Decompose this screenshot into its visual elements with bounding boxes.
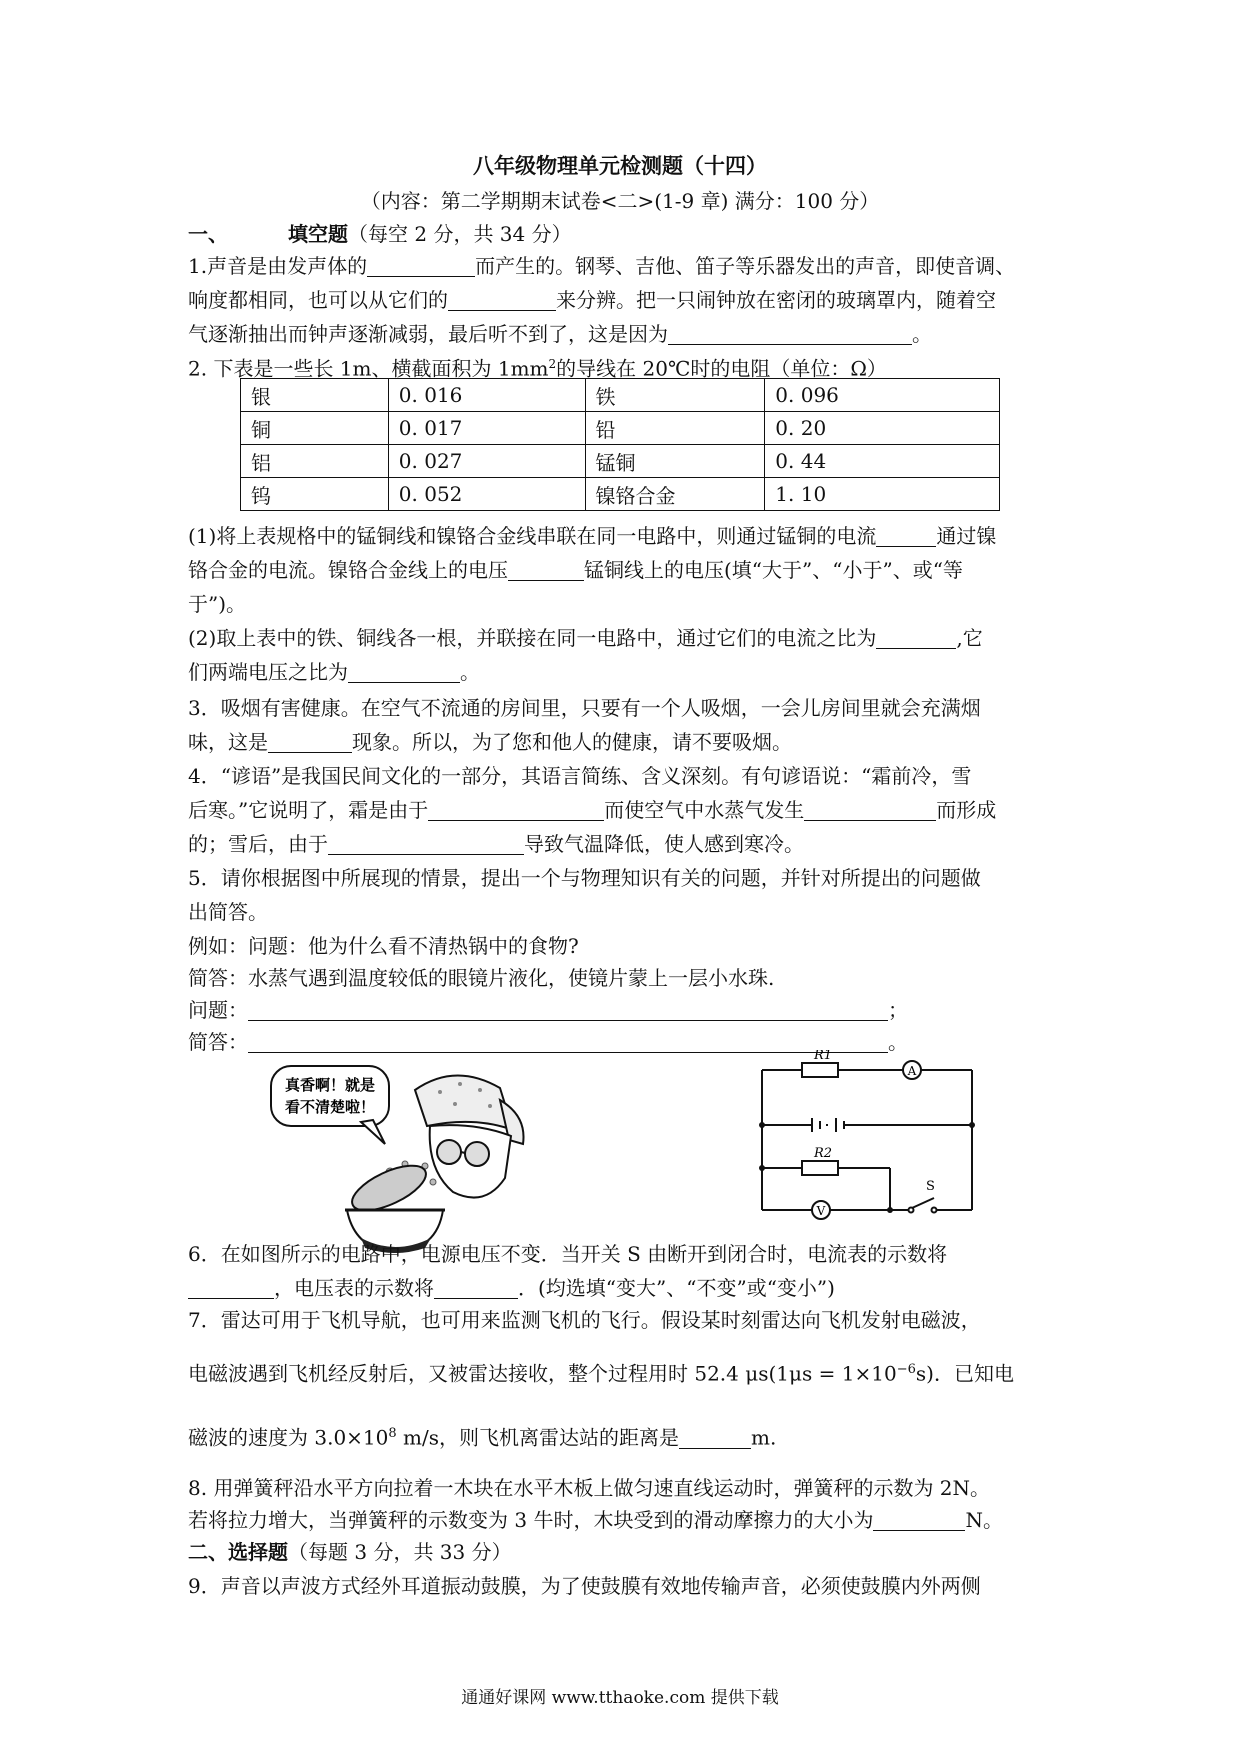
ammeter-label: A [907, 1064, 917, 1078]
question-3-line-1: 3．吸烟有害健康。在空气不流通的房间里，只要有一个人吸烟，一会儿房间里就会充满烟 [188, 696, 981, 720]
answer-blank [876, 626, 956, 649]
question-4-line-1: 4．“谚语”是我国民间文化的一部分，其语言简练、含义深刻。有句谚语说：“霜前冷，雪 [188, 764, 972, 788]
battery-icon [812, 1118, 850, 1132]
table-row: 银 0. 016 铁 0. 096 [241, 379, 1000, 412]
resistor-r2 [802, 1161, 838, 1175]
switch-icon [909, 1198, 937, 1213]
section-heading-2: 二、选择题（每题 3 分，共 33 分） [188, 1540, 512, 1564]
speech-bubble [271, 1066, 389, 1126]
bubble-text-line-1: 真香啊！就是 [284, 1076, 376, 1094]
question-1-line-1: 1.声音是由发声体的 而产生的。钢琴、吉他、笛子等乐器发出的声音，即使音调、 [188, 254, 1016, 278]
table-row: 铝 0. 027 锰铜 0. 44 [241, 445, 1000, 478]
question-2-part-1-line-2: 铬合金的电流。镍铬合金线上的电压 锰铜线上的电压(填“大于”、“小于”、或“等 [188, 558, 963, 582]
answer-blank [668, 322, 912, 345]
answer-blank [188, 1276, 274, 1299]
winter-hat [415, 1075, 513, 1130]
question-7-line-3: 磁波的速度为 $3.0\times 10^8$ m/s，则飞机离雷达站的距离是 m. [188, 1425, 777, 1450]
switch-label: S [926, 1179, 935, 1194]
question-2-part-2-line-1: (2)取上表中的铁、铜线各一根，并联接在同一电路中，通过它们的电流之比为 ,它 [188, 626, 983, 650]
resistance-table [240, 378, 1000, 511]
answer-blank [873, 1508, 965, 1531]
cartoon-illustration [265, 1060, 540, 1260]
resistor-r1 [802, 1063, 838, 1077]
answer-blank [434, 1276, 518, 1299]
question-5-example-answer: 简答：水蒸气遇到温度较低的眼镜片液化，使镜片蒙上一层小水珠. [188, 966, 775, 990]
question-8-line-1: 8. 用弹簧秤沿水平方向拉着一木块在水平木板上做匀速直线运动时，弹簧秤的示数为 2N。 [188, 1476, 991, 1500]
r2-label: R2 [814, 1146, 833, 1161]
question-5-answer-line: 简答： 。 [188, 1030, 908, 1054]
page-title: 八年级物理单元检测题（十四） [473, 153, 767, 178]
answer-blank [268, 730, 352, 753]
question-5-question-line: 问题： ； [188, 998, 908, 1022]
answer-blank [428, 798, 604, 821]
question-9-line-1: 9．声音以声波方式经外耳道振动鼓膜，为了使鼓膜有效地传输声音，必须使鼓膜内外两侧 [188, 1574, 981, 1598]
table-row: 铜 0. 017 铅 0. 20 [241, 412, 1000, 445]
question-7-line-2: 电磁波遇到飞机经反射后，又被雷达接收，整个过程用时 52.4 $\mu s(1\mu s = 1\times 10^{-6}s)$．已知电 [188, 1361, 1014, 1386]
glasses-icon [437, 1140, 461, 1164]
question-2-intro: 2. 下表是一些长 1m、横截面积为 $1mm^2$的导线在 20℃时的电阻（单位：Ω） [188, 356, 887, 381]
question-5-line-2: 出简答。 [188, 900, 268, 924]
circuit-diagram [750, 1050, 985, 1220]
question-6-line-1: 6．在如图所示的电路中，电源电压不变．当开关 S 由断开到闭合时，电流表的示数将 [188, 1242, 948, 1266]
table-row: 钨 0. 052 镍铬合金 1. 10 [241, 478, 1000, 511]
answer-blank [508, 558, 584, 581]
bubble-text-line-2: 看不清楚啦！ [284, 1098, 376, 1116]
section-heading-1: 一、 填空题（每空 2 分，共 34 分） [188, 222, 572, 246]
answer-blank [328, 832, 524, 855]
answer-blank [248, 998, 888, 1021]
question-6-line-2: ，电压表的示数将 ．(均选填“变大”、“不变”或“变小”) [188, 1274, 1060, 1302]
question-2-part-1-line-1: (1)将上表规格中的锰铜线和镍铬合金线串联在同一电路中，则通过锰铜的电流 通过镍 [188, 524, 997, 548]
question-7-line-1: 7．雷达可用于飞机导航，也可用来监测飞机的飞行。假设某时刻雷达向飞机发射电磁波， [188, 1308, 981, 1332]
page-footer: 通通好课网 www.tthaoke.com 提供下载 [461, 1688, 779, 1708]
question-4-line-3: 的；雪后，由于 导致气温降低，使人感到寒冷。 [188, 832, 804, 856]
page-subtitle: （内容：第二学期期末试卷<二>(1-9 章) 满分：100 分） [360, 189, 880, 213]
question-2-part-1-line-3: 于”)。 [188, 592, 247, 616]
answer-blank [348, 660, 460, 683]
question-5-line-1: 5．请你根据图中所展现的情景，提出一个与物理知识有关的问题，并针对所提出的问题做 [188, 866, 981, 890]
question-8-line-2: 若将拉力增大，当弹簧秤的示数变为 3 牛时，木块受到的滑动摩擦力的大小为 N。 [188, 1508, 1003, 1532]
answer-blank [804, 798, 936, 821]
question-1-line-3: 气逐渐抽出而钟声逐渐减弱，最后听不到了，这是因为 。 [188, 322, 932, 346]
voltmeter-label: V [816, 1204, 826, 1218]
question-5-example-question: 例如：问题：他为什么看不清热锅中的食物? [188, 934, 579, 958]
answer-blank [367, 254, 475, 277]
question-3-line-2: 味，这是 现象。所以，为了您和他人的健康，请不要吸烟。 [188, 730, 792, 754]
answer-blank [679, 1426, 751, 1449]
answer-blank [448, 288, 556, 311]
question-2-part-2-line-2: 们两端电压之比为 。 [188, 660, 480, 684]
r1-label: R1 [814, 1050, 833, 1063]
answer-blank [876, 524, 936, 547]
question-4-line-2: 后寒。”它说明了，霜是由于 而使空气中水蒸气发生 而形成 [188, 798, 997, 822]
question-1-line-2: 响度都相同，也可以从它们的 来分辨。把一只闹钟放在密闭的玻璃罩内，随着空 [188, 288, 996, 312]
